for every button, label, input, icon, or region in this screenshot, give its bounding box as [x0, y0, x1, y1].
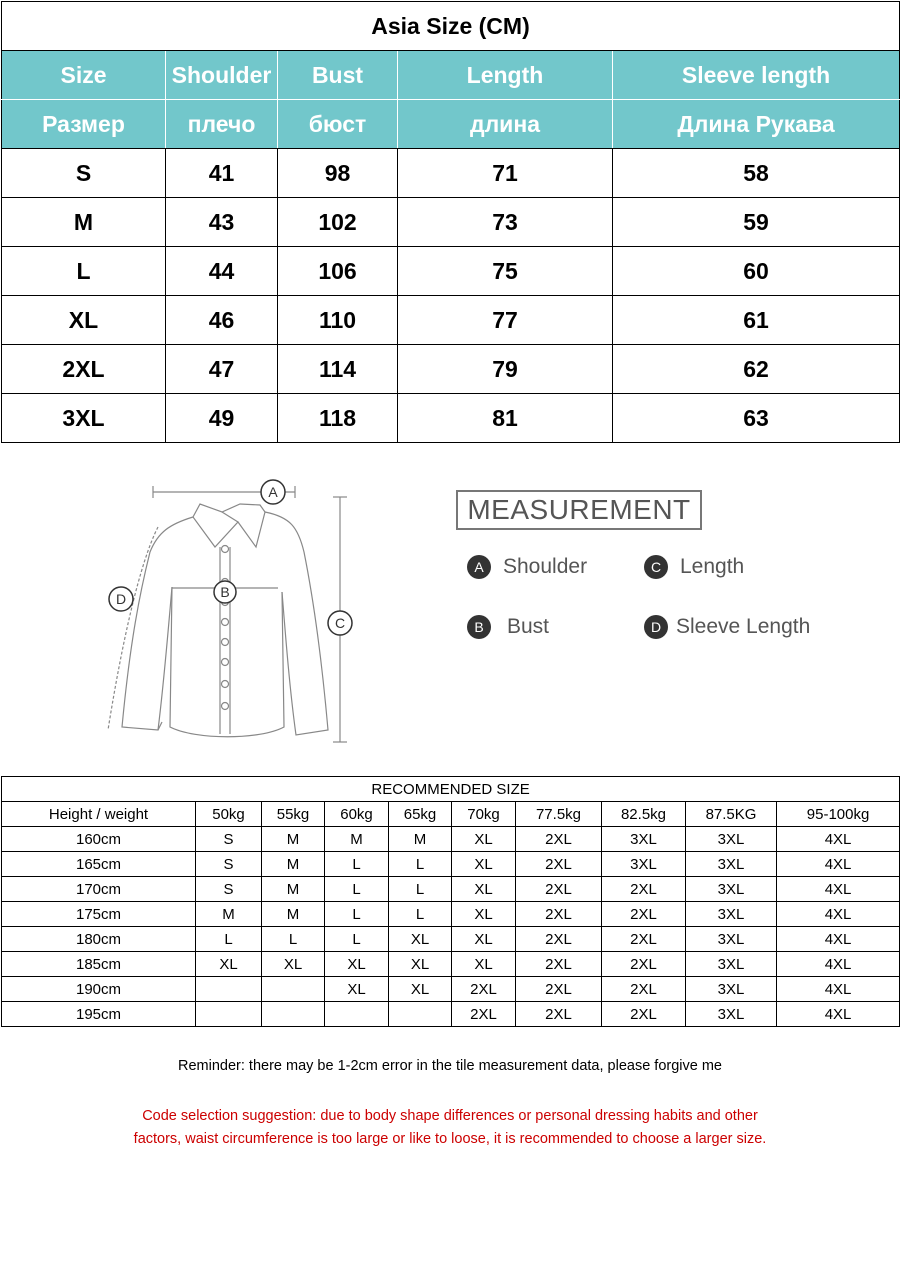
size-cell: 2XL: [516, 952, 602, 977]
letter-a-icon: A: [467, 555, 491, 579]
size-cell: 3XL: [602, 852, 686, 877]
size-cell: 2XL: [602, 902, 686, 927]
measurement-cell: 114: [278, 345, 398, 394]
size-row: [2, 345, 900, 394]
size-cell: 4XL: [777, 877, 900, 902]
measurement-title: MEASUREMENT: [456, 490, 702, 530]
size-cell: M: [262, 852, 325, 877]
size-row: [2, 394, 900, 443]
size-cell: 2XL: [602, 877, 686, 902]
suggestion-line: Code selection suggestion: due to body shape differences or personal dressing habits and other: [142, 1108, 758, 1124]
size-label-cell: S: [2, 149, 166, 198]
legend-sleeve-length: [644, 615, 810, 639]
shirt-diagram: [100, 472, 370, 752]
header-cell: Bust: [278, 51, 398, 100]
header-cell: Shoulder: [166, 51, 278, 100]
size-cell: XL: [452, 877, 516, 902]
measurement-cell: 61: [613, 296, 900, 345]
size-cell: [325, 1002, 389, 1027]
size-cell: 2XL: [602, 1002, 686, 1027]
svg-text:D: D: [115, 591, 127, 607]
size-cell: [389, 1002, 452, 1027]
legend-bust: [467, 615, 549, 639]
measurement-cell: 71: [398, 149, 613, 198]
size-cell: 3XL: [686, 927, 777, 952]
measurement-cell: 62: [613, 345, 900, 394]
size-cell: M: [262, 827, 325, 852]
measurement-cell: 59: [613, 198, 900, 247]
size-label-cell: L: [2, 247, 166, 296]
size-cell: L: [196, 927, 262, 952]
height-cell: 175cm: [2, 902, 196, 927]
size-cell: L: [325, 877, 389, 902]
measurement-cell: 110: [278, 296, 398, 345]
size-chart-header-en: [2, 51, 900, 100]
recommended-title: RECOMMENDED SIZE: [2, 777, 900, 802]
letter-d-icon: D: [644, 615, 668, 639]
header-cell: длина: [398, 100, 613, 149]
table-row: [2, 827, 900, 852]
size-cell: 2XL: [516, 852, 602, 877]
measurement-cell: 43: [166, 198, 278, 247]
size-cell: L: [389, 877, 452, 902]
size-cell: M: [325, 827, 389, 852]
svg-text:B: B: [220, 584, 230, 600]
size-cell: XL: [452, 902, 516, 927]
size-cell: 2XL: [516, 827, 602, 852]
letter-b-icon: B: [467, 615, 491, 639]
suggestion-line: factors, waist circumference is too large or like to loose, it is recommended to choose a larger size.: [133, 1131, 767, 1147]
measurement-cell: 106: [278, 247, 398, 296]
size-cell: 3XL: [686, 877, 777, 902]
height-cell: 160cm: [2, 827, 196, 852]
measurement-cell: 47: [166, 345, 278, 394]
height-cell: 165cm: [2, 852, 196, 877]
header-cell: 50kg: [196, 802, 262, 827]
size-label-cell: 2XL: [2, 345, 166, 394]
size-cell: 2XL: [452, 977, 516, 1002]
size-cell: 4XL: [777, 952, 900, 977]
size-cell: L: [262, 927, 325, 952]
header-cell: плечо: [166, 100, 278, 149]
size-cell: L: [325, 852, 389, 877]
header-cell: 70kg: [452, 802, 516, 827]
size-cell: 3XL: [602, 827, 686, 852]
header-cell: Размер: [2, 100, 166, 149]
size-cell: XL: [452, 827, 516, 852]
measurement-cell: 41: [166, 149, 278, 198]
height-cell: 195cm: [2, 1002, 196, 1027]
measurement-cell: 79: [398, 345, 613, 394]
size-cell: 3XL: [686, 852, 777, 877]
header-cell: Длина Рукава: [613, 100, 900, 149]
size-cell: 2XL: [516, 927, 602, 952]
size-cell: 3XL: [686, 827, 777, 852]
size-cell: 2XL: [602, 927, 686, 952]
size-cell: XL: [262, 952, 325, 977]
size-row: [2, 247, 900, 296]
size-cell: 2XL: [602, 977, 686, 1002]
recommended-size-table: [1, 776, 900, 1027]
header-cell: Height / weight: [2, 802, 196, 827]
table-row: [2, 927, 900, 952]
marker-d-icon: [109, 587, 133, 611]
height-cell: 190cm: [2, 977, 196, 1002]
size-cell: 2XL: [516, 1002, 602, 1027]
marker-c-icon: [328, 611, 352, 635]
size-row: [2, 149, 900, 198]
size-label-cell: M: [2, 198, 166, 247]
measurement-cell: 58: [613, 149, 900, 198]
size-row: [2, 296, 900, 345]
size-chart-table: [1, 1, 900, 443]
height-cell: 180cm: [2, 927, 196, 952]
table-row: [2, 877, 900, 902]
measurement-cell: 75: [398, 247, 613, 296]
size-cell: 2XL: [452, 1002, 516, 1027]
measurement-cell: 60: [613, 247, 900, 296]
size-cell: 2XL: [602, 952, 686, 977]
size-cell: L: [325, 902, 389, 927]
size-chart-title: Asia Size (CM): [2, 2, 900, 51]
size-cell: L: [389, 902, 452, 927]
legend-label: Sleeve Length: [676, 615, 811, 638]
size-cell: 2XL: [516, 902, 602, 927]
size-cell: 3XL: [686, 952, 777, 977]
measurement-cell: 63: [613, 394, 900, 443]
svg-text:A: A: [268, 484, 278, 500]
size-cell: [262, 977, 325, 1002]
size-cell: 3XL: [686, 1002, 777, 1027]
header-cell: Sleeve length: [613, 51, 900, 100]
table-row: [2, 1002, 900, 1027]
legend-label: Length: [680, 555, 745, 578]
header-cell: бюст: [278, 100, 398, 149]
header-cell: 60kg: [325, 802, 389, 827]
measurement-cell: 49: [166, 394, 278, 443]
size-cell: L: [325, 927, 389, 952]
size-cell: 4XL: [777, 927, 900, 952]
measurement-cell: 98: [278, 149, 398, 198]
marker-b-icon: [214, 581, 236, 603]
size-cell: 4XL: [777, 852, 900, 877]
size-cell: XL: [389, 977, 452, 1002]
measurement-cell: 118: [278, 394, 398, 443]
size-cell: XL: [389, 927, 452, 952]
size-cell: M: [262, 877, 325, 902]
svg-text:C: C: [334, 615, 346, 631]
size-cell: S: [196, 852, 262, 877]
measurement-cell: 46: [166, 296, 278, 345]
size-cell: 3XL: [686, 902, 777, 927]
size-cell: M: [389, 827, 452, 852]
table-row: [2, 852, 900, 877]
size-cell: 3XL: [686, 977, 777, 1002]
table-row: [2, 952, 900, 977]
header-cell: 65kg: [389, 802, 452, 827]
size-cell: [196, 977, 262, 1002]
size-row: [2, 198, 900, 247]
size-cell: XL: [452, 952, 516, 977]
size-cell: XL: [389, 952, 452, 977]
size-cell: XL: [452, 927, 516, 952]
size-cell: [262, 1002, 325, 1027]
size-chart-header-ru: [2, 100, 900, 149]
header-cell: 87.5KG: [686, 802, 777, 827]
header-cell: 55kg: [262, 802, 325, 827]
size-cell: M: [262, 902, 325, 927]
size-cell: S: [196, 827, 262, 852]
size-cell: L: [389, 852, 452, 877]
size-label-cell: 3XL: [2, 394, 166, 443]
legend-label: Shoulder: [503, 555, 588, 578]
size-cell: XL: [452, 852, 516, 877]
measurement-cell: 77: [398, 296, 613, 345]
header-cell: Size: [2, 51, 166, 100]
header-cell: 95-100kg: [777, 802, 900, 827]
size-cell: 4XL: [777, 1002, 900, 1027]
header-cell: 77.5kg: [516, 802, 602, 827]
table-row: [2, 902, 900, 927]
measurement-cell: 44: [166, 247, 278, 296]
size-cell: XL: [325, 952, 389, 977]
header-cell: 82.5kg: [602, 802, 686, 827]
size-cell: 4XL: [777, 977, 900, 1002]
legend-shoulder: [467, 555, 587, 579]
size-label-cell: XL: [2, 296, 166, 345]
recommended-header: [2, 802, 900, 827]
size-suggestion: [90, 1105, 810, 1151]
size-cell: 4XL: [777, 827, 900, 852]
reminder-note: Reminder: there may be 1-2cm error in the tile measurement data, please forgive me: [178, 1058, 722, 1074]
size-cell: 2XL: [516, 877, 602, 902]
size-cell: M: [196, 902, 262, 927]
measurement-cell: 102: [278, 198, 398, 247]
measurement-cell: 81: [398, 394, 613, 443]
measurement-cell: 73: [398, 198, 613, 247]
height-cell: 185cm: [2, 952, 196, 977]
legend-length: [644, 555, 744, 579]
table-row: [2, 977, 900, 1002]
legend-label: Bust: [507, 615, 550, 638]
height-cell: 170cm: [2, 877, 196, 902]
letter-c-icon: C: [644, 555, 668, 579]
header-cell: Length: [398, 51, 613, 100]
size-cell: XL: [196, 952, 262, 977]
size-cell: XL: [325, 977, 389, 1002]
size-cell: 4XL: [777, 902, 900, 927]
size-cell: [196, 1002, 262, 1027]
size-cell: S: [196, 877, 262, 902]
size-cell: 2XL: [516, 977, 602, 1002]
marker-a-icon: [261, 480, 285, 504]
